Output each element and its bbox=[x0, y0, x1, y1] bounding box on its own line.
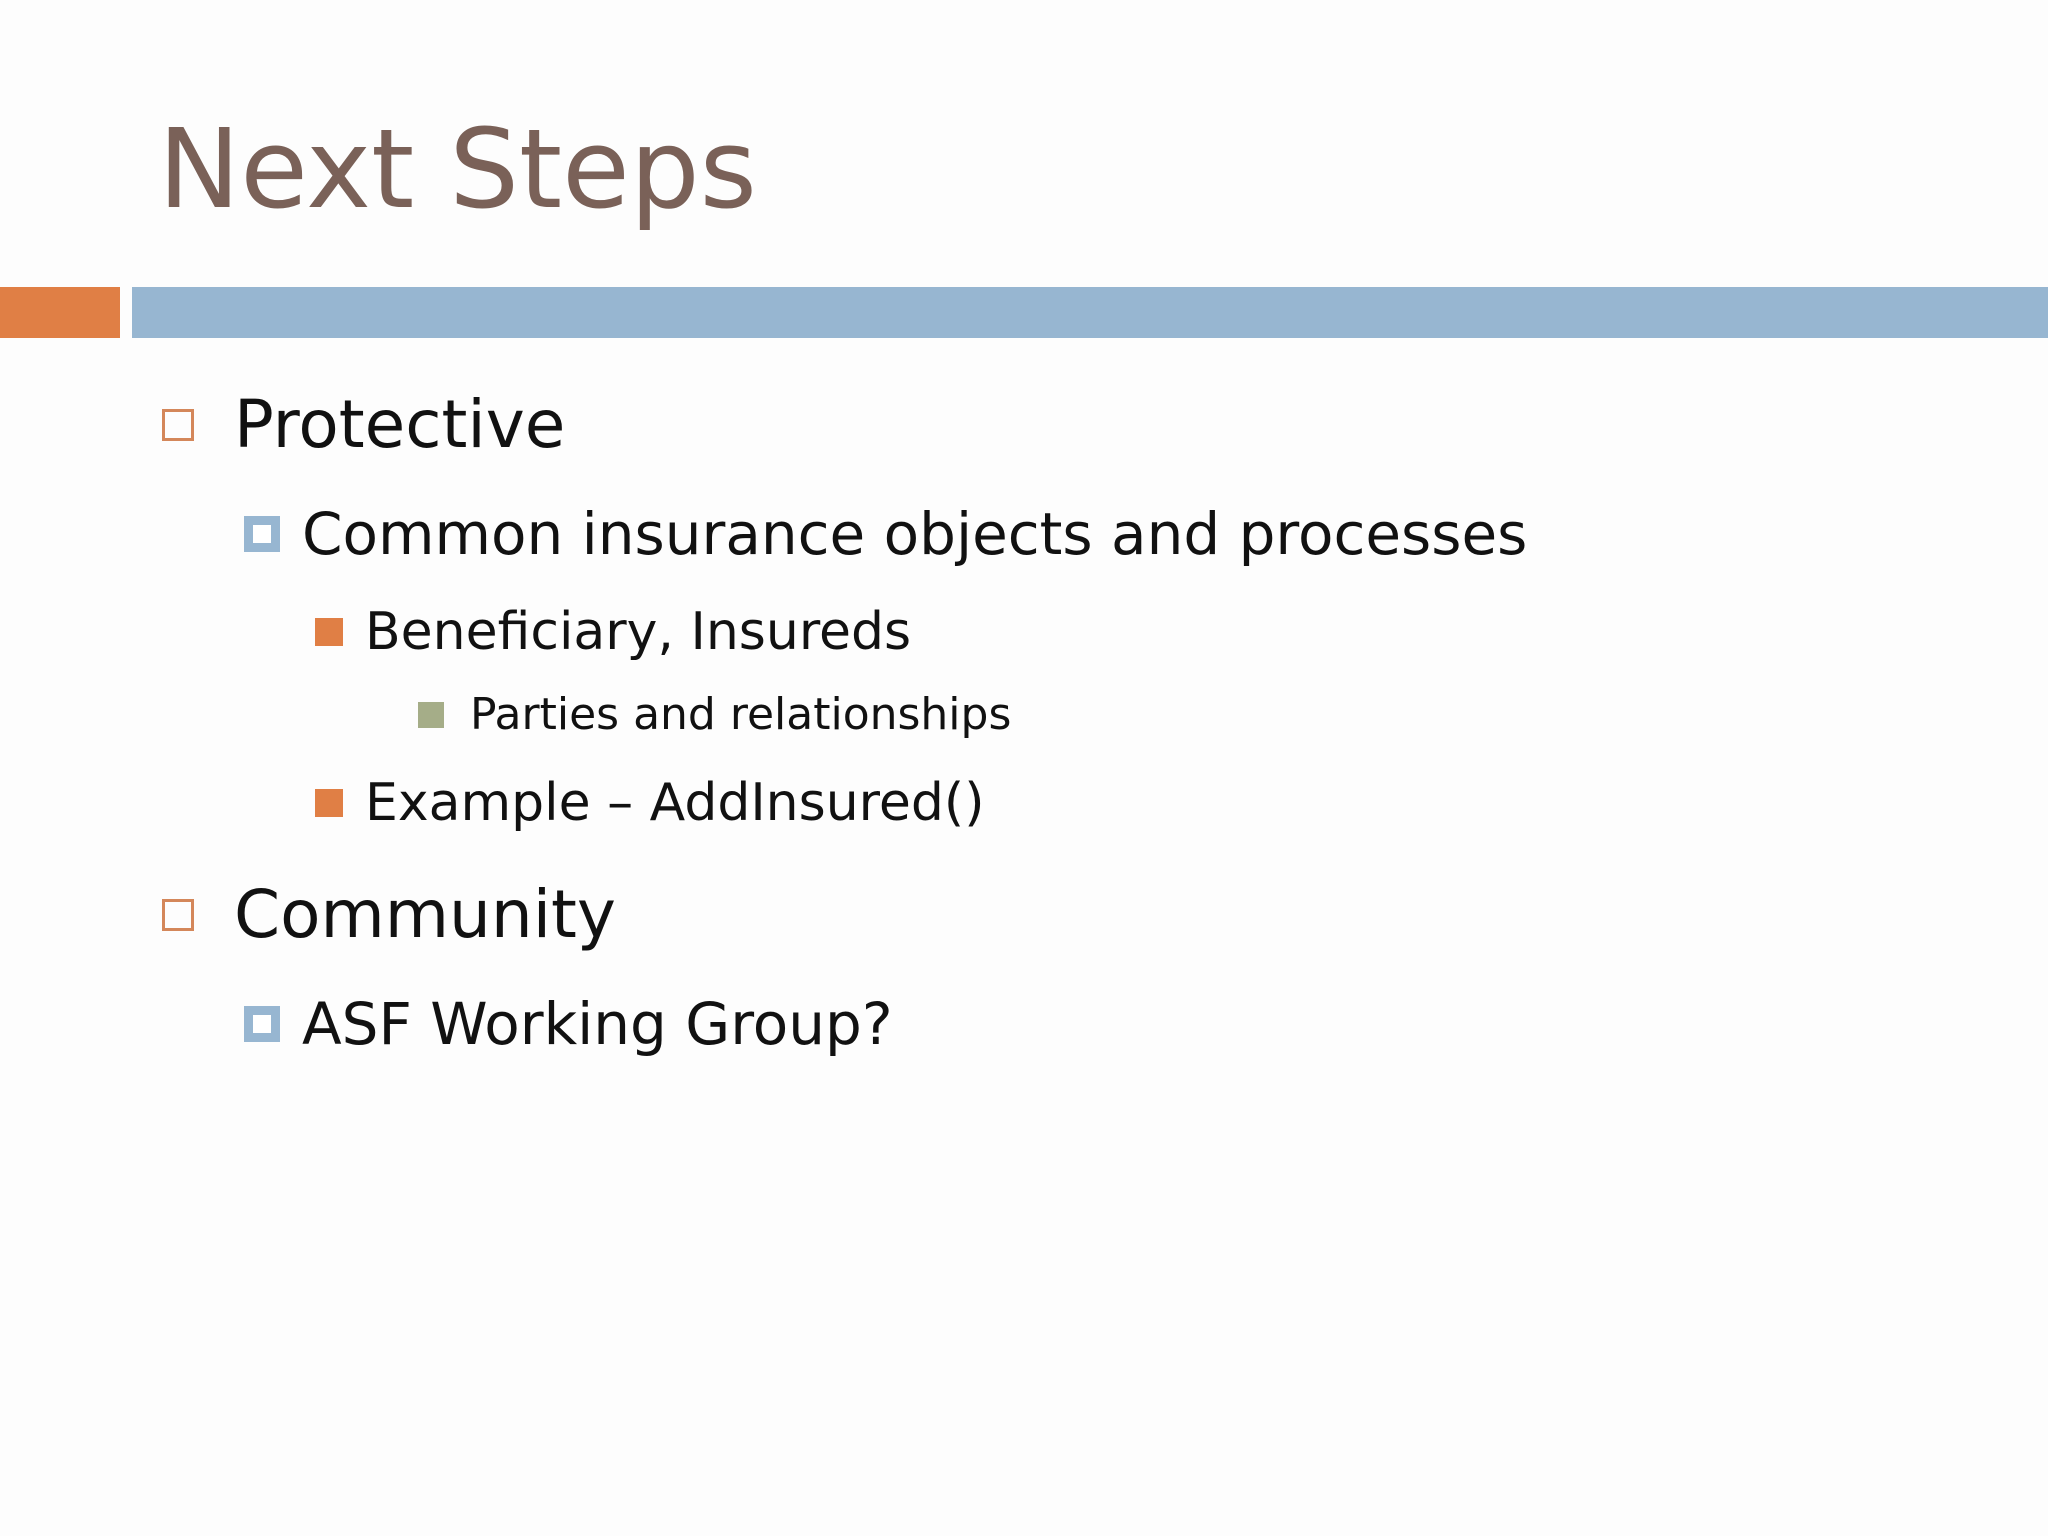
filled-square-bullet-icon bbox=[315, 618, 343, 646]
bullet-text: Example – AddInsured() bbox=[365, 773, 985, 833]
bullet-text: Beneficiary, Insureds bbox=[365, 602, 912, 662]
hollow-square-bullet-icon bbox=[162, 409, 194, 441]
bullet-text: Protective bbox=[234, 386, 566, 463]
bullet-item-example bbox=[315, 772, 984, 834]
bullet-text: Community bbox=[234, 876, 616, 953]
bullet-item-parties bbox=[418, 688, 1011, 742]
title-accent-bar bbox=[0, 287, 120, 338]
framed-square-bullet-icon bbox=[244, 516, 280, 552]
hollow-square-bullet-icon bbox=[162, 899, 194, 931]
title-divider-bar bbox=[132, 287, 2048, 338]
bullet-item-common-insurance bbox=[244, 499, 1527, 569]
slide-title: Next Steps bbox=[158, 105, 757, 233]
framed-square-bullet-icon bbox=[244, 1006, 280, 1042]
bullet-text: Parties and relationships bbox=[470, 689, 1012, 740]
bullet-item-asf-working-group bbox=[244, 989, 893, 1059]
filled-square-bullet-icon bbox=[315, 789, 343, 817]
small-square-bullet-icon bbox=[418, 702, 444, 728]
bullet-text: ASF Working Group? bbox=[302, 990, 893, 1058]
bullet-text: Common insurance objects and processes bbox=[302, 500, 1528, 568]
bullet-item-beneficiary bbox=[315, 601, 911, 663]
bullet-item-community bbox=[162, 875, 616, 955]
bullet-item-protective bbox=[162, 385, 565, 465]
